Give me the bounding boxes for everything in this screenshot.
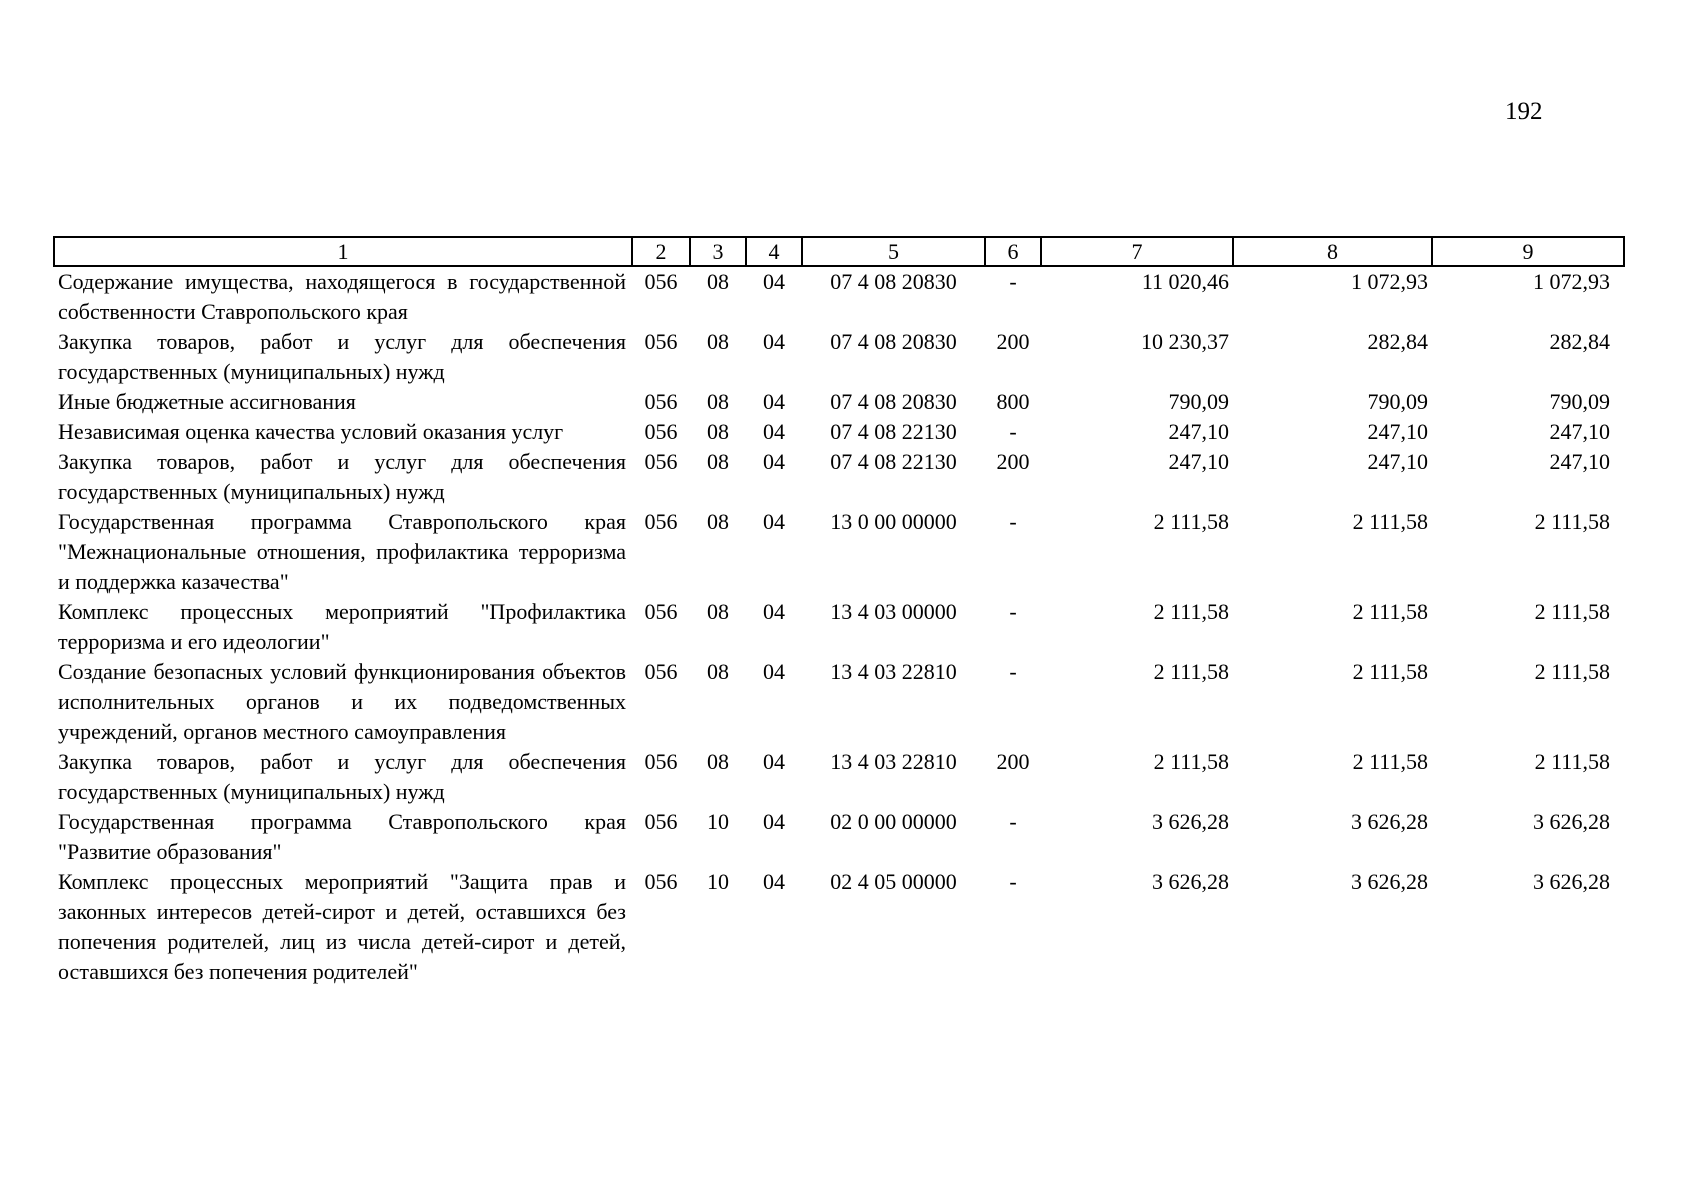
row-subsection-code: 04 [763,449,785,474]
header-col-7: 7 [1041,237,1233,266]
header-col-2: 2 [632,237,690,266]
row-amount-col9: 2 111,58 [1534,659,1610,684]
row-expense-type: - [1009,509,1017,534]
row-subsection-code: 04 [763,419,785,444]
row-target-article: 02 0 00 00000 [830,809,957,834]
header-col-4: 4 [746,237,802,266]
row-target-article: 07 4 08 20830 [830,269,957,294]
row-amount-col7: 2 111,58 [1153,599,1229,624]
row-expense-type: - [1009,599,1017,624]
row-expense-type: - [1009,419,1017,444]
row-section-code: 08 [707,329,729,354]
row-amount-col8: 790,09 [1367,389,1428,414]
row-amount-col8: 2 111,58 [1352,749,1428,774]
page-number: 192 [1505,98,1543,125]
table-row [54,266,1624,327]
table-row [54,747,1624,807]
row-expense-type: - [1009,809,1017,834]
row-subsection-code: 04 [763,509,785,534]
row-amount-col8: 282,84 [1367,329,1428,354]
row-amount-col8: 2 111,58 [1352,599,1428,624]
row-name: Государственная программа Ставропольского края "Развитие образования" [58,809,626,864]
table-row [54,807,1624,867]
row-amount-col7: 247,10 [1168,449,1229,474]
row-amount-col9: 2 111,58 [1534,749,1610,774]
row-ved-code: 056 [644,809,678,834]
table-body [54,266,1624,987]
row-expense-type: - [1009,869,1017,894]
row-ved-code: 056 [644,869,678,894]
header-col-3: 3 [690,237,746,266]
row-ved-code: 056 [644,749,678,774]
row-amount-col8: 1 072,93 [1351,269,1428,294]
row-amount-col7: 3 626,28 [1152,809,1229,834]
row-name: Закупка товаров, работ и услуг для обеспечения государственных (муниципальных) нужд [58,329,626,384]
row-section-code: 10 [707,809,729,834]
row-ved-code: 056 [644,389,678,414]
row-subsection-code: 04 [763,269,785,294]
table-row [54,327,1624,387]
row-subsection-code: 04 [763,389,785,414]
row-subsection-code: 04 [763,809,785,834]
header-col-1: 1 [54,237,632,266]
row-expense-type: 200 [996,449,1030,474]
row-amount-col8: 2 111,58 [1352,659,1428,684]
row-ved-code: 056 [644,269,678,294]
row-amount-col7: 11 020,46 [1141,269,1229,294]
row-ved-code: 056 [644,419,678,444]
table-header [54,237,1624,266]
row-section-code: 08 [707,659,729,684]
row-target-article: 13 4 03 22810 [830,749,957,774]
table-row [54,417,1624,447]
row-name: Содержание имущества, находящегося в государственной собственности Ставропольского края [58,269,626,324]
row-amount-col7: 3 626,28 [1152,869,1229,894]
row-target-article: 07 4 08 20830 [830,389,957,414]
row-target-article: 13 4 03 00000 [830,599,957,624]
table-row [54,597,1624,657]
row-target-article: 13 4 03 22810 [830,659,957,684]
row-section-code: 10 [707,869,729,894]
row-section-code: 08 [707,599,729,624]
row-subsection-code: 04 [763,329,785,354]
row-amount-col9: 3 626,28 [1533,809,1610,834]
row-amount-col8: 3 626,28 [1351,809,1428,834]
row-ved-code: 056 [644,449,678,474]
row-name: Иные бюджетные ассигнования [58,389,356,414]
row-expense-type: 800 [996,389,1030,414]
row-name: Государственная программа Ставропольского края "Межнациональные отношения, профилактика терроризма и поддержка казачества" [58,509,626,594]
row-target-article: 13 0 00 00000 [830,509,957,534]
row-amount-col7: 790,09 [1168,389,1229,414]
row-subsection-code: 04 [763,869,785,894]
row-name: Комплекс процессных мероприятий "Защита прав и законных интересов детей-сирот и детей, оставшихся без попечения родителей, лиц из числа детей-сирот и детей, оставшихся без попечения родителей" [58,869,626,984]
row-name: Закупка товаров, работ и услуг для обеспечения государственных (муниципальных) нужд [58,749,626,804]
table-row [54,387,1624,417]
table-row [54,657,1624,747]
row-section-code: 08 [707,269,729,294]
header-col-9: 9 [1432,237,1624,266]
row-expense-type: 200 [996,749,1030,774]
budget-table [53,236,1625,987]
table-row [54,507,1624,597]
row-section-code: 08 [707,749,729,774]
row-ved-code: 056 [644,329,678,354]
row-name: Закупка товаров, работ и услуг для обеспечения государственных (муниципальных) нужд [58,449,626,504]
row-amount-col7: 247,10 [1168,419,1229,444]
row-subsection-code: 04 [763,749,785,774]
row-amount-col7: 2 111,58 [1153,659,1229,684]
row-amount-col9: 282,84 [1549,329,1610,354]
row-ved-code: 056 [644,509,678,534]
row-amount-col8: 3 626,28 [1351,869,1428,894]
row-expense-type: - [1009,659,1017,684]
header-row [54,237,1624,266]
header-col-6: 6 [985,237,1041,266]
row-amount-col9: 790,09 [1549,389,1610,414]
row-expense-type: - [1009,269,1017,294]
row-section-code: 08 [707,389,729,414]
row-subsection-code: 04 [763,599,785,624]
row-target-article: 07 4 08 20830 [830,329,957,354]
row-amount-col9: 247,10 [1549,419,1610,444]
header-col-5: 5 [802,237,985,266]
row-section-code: 08 [707,419,729,444]
row-subsection-code: 04 [763,659,785,684]
row-amount-col8: 2 111,58 [1352,509,1428,534]
header-col-8: 8 [1233,237,1432,266]
row-amount-col9: 247,10 [1549,449,1610,474]
row-ved-code: 056 [644,659,678,684]
row-target-article: 07 4 08 22130 [830,449,957,474]
row-amount-col7: 2 111,58 [1153,749,1229,774]
row-target-article: 02 4 05 00000 [830,869,957,894]
table-row [54,867,1624,987]
row-amount-col9: 3 626,28 [1533,869,1610,894]
row-expense-type: 200 [996,329,1030,354]
row-amount-col9: 2 111,58 [1534,509,1610,534]
row-ved-code: 056 [644,599,678,624]
row-amount-col7: 10 230,37 [1141,329,1229,354]
row-name: Комплекс процессных мероприятий "Профилактика терроризма и его идеологии" [58,599,626,654]
row-amount-col7: 2 111,58 [1153,509,1229,534]
row-amount-col9: 1 072,93 [1533,269,1610,294]
table-row [54,447,1624,507]
row-section-code: 08 [707,509,729,534]
row-target-article: 07 4 08 22130 [830,419,957,444]
row-amount-col8: 247,10 [1367,449,1428,474]
row-name: Независимая оценка качества условий оказания услуг [58,419,564,444]
row-name: Создание безопасных условий функционирования объектов исполнительных органов и их подведомственных учреждений, органов местного самоуправления [58,659,626,744]
row-amount-col8: 247,10 [1367,419,1428,444]
row-section-code: 08 [707,449,729,474]
row-amount-col9: 2 111,58 [1534,599,1610,624]
